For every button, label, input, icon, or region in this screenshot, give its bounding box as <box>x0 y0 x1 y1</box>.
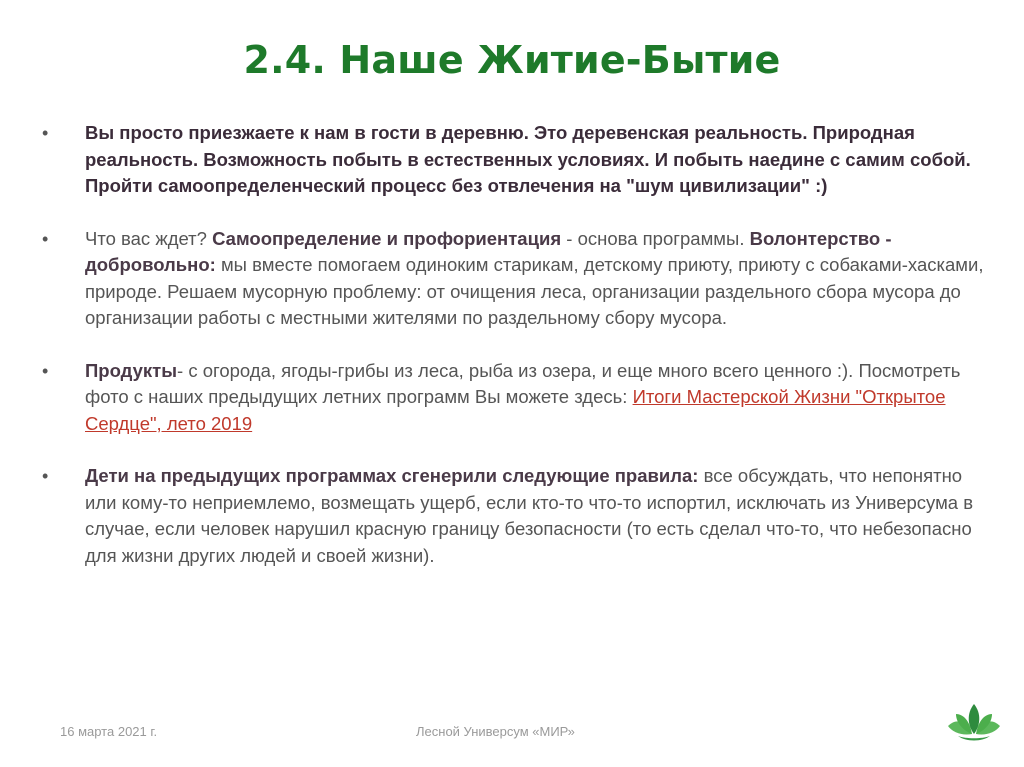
item-2-text-1: Что вас ждет? <box>85 227 213 249</box>
slide-title: 2.4. Наше Житие-Бытие <box>243 38 781 82</box>
bullet-marker: • <box>42 123 49 143</box>
item-3-text-1: - с огорода, ягоды-грибы из леса, рыба из озера, и еще много всего ценного :). Посмотреть фото с наших предыдущих летних программ Вы можете здесь: <box>85 359 961 407</box>
footer-organization: Лесной Универсум «МИР» <box>416 724 575 739</box>
footer-date: 16 марта 2021 г. <box>60 724 158 739</box>
bullet-marker: • <box>42 360 49 381</box>
lotus-icon <box>946 700 1002 746</box>
item-2-bold-2: Волонтерство - добровольно: <box>85 227 892 275</box>
results-link[interactable]: Итоги Мастерской Жизни "Открытое Сердце", лето 2019 <box>85 386 946 434</box>
item-4-bold-1: Дети на предыдущих программах сгенерили следующие правила: <box>85 465 699 486</box>
bullet-marker: • <box>42 228 49 249</box>
bullet-item-2 <box>40 226 990 332</box>
item-4-text-1: все обсуждать, что непонятно или кому-то неприемлемо, возмещать ущерб, если кто-то что-то испортил, исключать из Универсума в случае, если человек нарушил красную границу безопасности (то есть сделал что-то, что небезопасно для жизни других людей и своей жизни). <box>85 465 974 566</box>
item-3-bold-1: Продукты <box>85 359 178 381</box>
item-2-text-2: - основа программы. <box>561 227 750 249</box>
bullet-item-4 <box>40 463 990 569</box>
bullet-marker: • <box>42 466 49 486</box>
bullet-item-3 <box>40 358 990 438</box>
item-2-bold-1: Самоопределение и профориентация <box>212 227 562 249</box>
bullet-item-1 <box>40 120 990 200</box>
item-1-text: Вы просто приезжаете к нам в гости в деревню. Это деревенская реальность. Природная реальность. Возможность побыть в естественных условиях. И побыть наедине с самим собой. Пройти самоопределенческий процесс без отвлечения на "шум цивилизации" :) <box>85 122 971 196</box>
item-2-text-3: мы вместе помогаем одиноким старикам, детскому приюту, приюту с собаками-хасками, природе. Решаем мусорную проблему: от очищения леса, организации раздельного сбора мусора до организации работы с местными жителями по раздельному сбору мусора. <box>85 254 984 328</box>
slide-content <box>40 120 990 595</box>
